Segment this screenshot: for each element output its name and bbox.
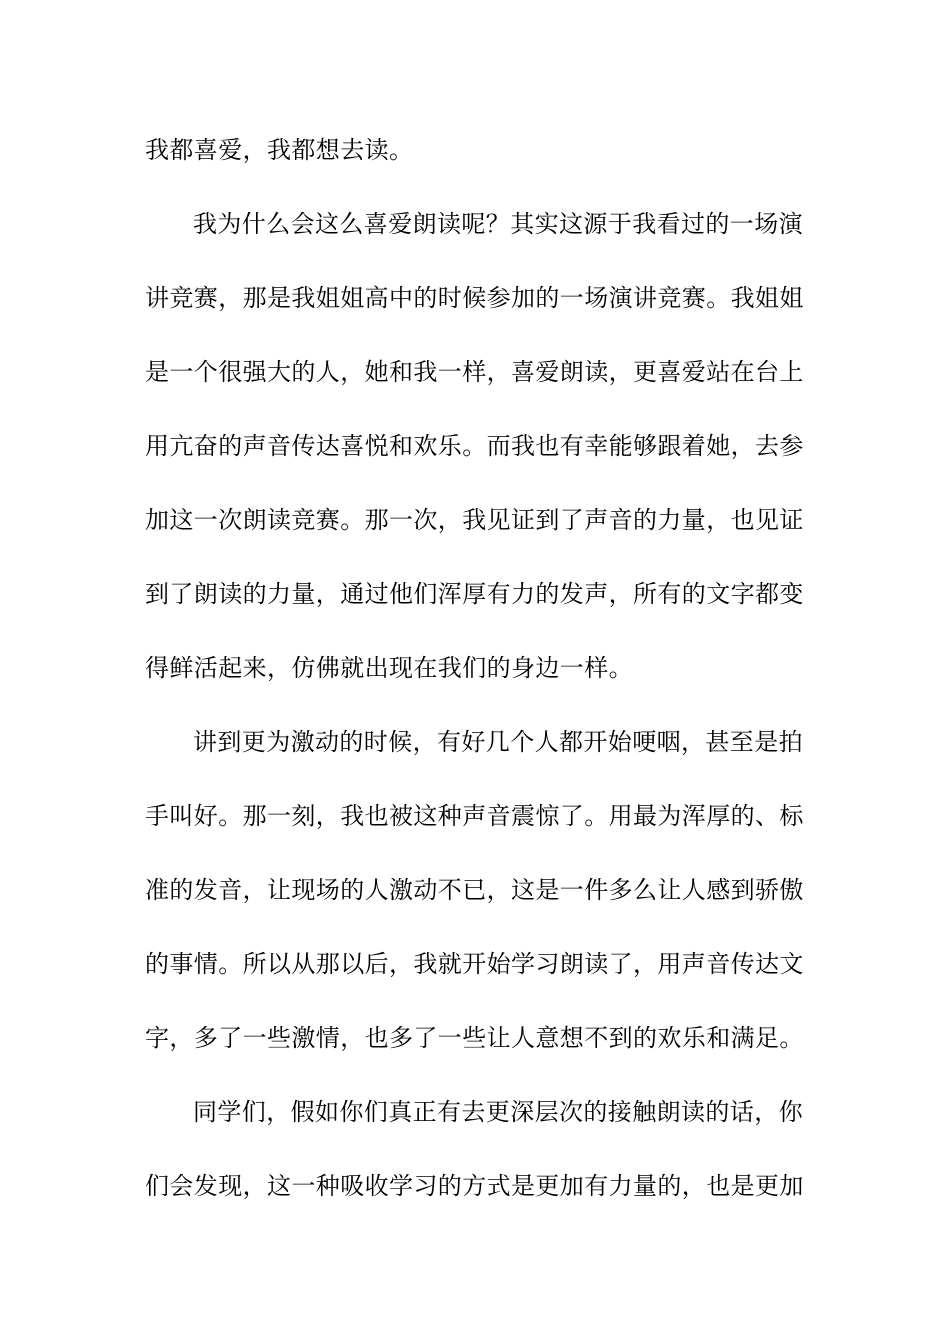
text-line: 讲竞赛，那是我姐姐高中的时候参加的一场演讲竞赛。我姐姐 [145,284,804,312]
text-line: 到了朗读的力量，通过他们浑厚有力的发声，所有的文字都变 [145,580,804,608]
text-line: 我都喜爱，我都想去读。 [145,136,414,164]
text-line: 同学们，假如你们真正有去更深层次的接触朗读的话，你 [193,1098,803,1126]
text-line: 们会发现，这一种吸收学习的方式是更加有力量的，也是更加 [145,1172,804,1200]
text-line: 是一个很强大的人，她和我一样，喜爱朗读，更喜爱站在台上 [145,358,804,386]
text-line: 我为什么会这么喜爱朗读呢？其实这源于我看过的一场演 [193,210,803,238]
text-line: 讲到更为激动的时候，有好几个人都开始哽咽，甚至是拍 [193,728,803,756]
text-line: 加这一次朗读竞赛。那一次，我见证到了声音的力量，也见证 [145,506,804,534]
text-line: 手叫好。那一刻，我也被这种声音震惊了。用最为浑厚的、标 [145,802,804,830]
text-line: 准的发音，让现场的人激动不已，这是一件多么让人感到骄傲 [145,876,804,904]
text-line: 用亢奋的声音传达喜悦和欢乐。而我也有幸能够跟着她，去参 [145,432,804,460]
text-line: 字，多了一些激情，也多了一些让人意想不到的欢乐和满足。 [145,1024,804,1052]
text-line: 的事情。所以从那以后，我就开始学习朗读了，用声音传达文 [145,950,804,978]
text-line: 得鲜活起来，仿佛就出现在我们的身边一样。 [145,654,633,682]
